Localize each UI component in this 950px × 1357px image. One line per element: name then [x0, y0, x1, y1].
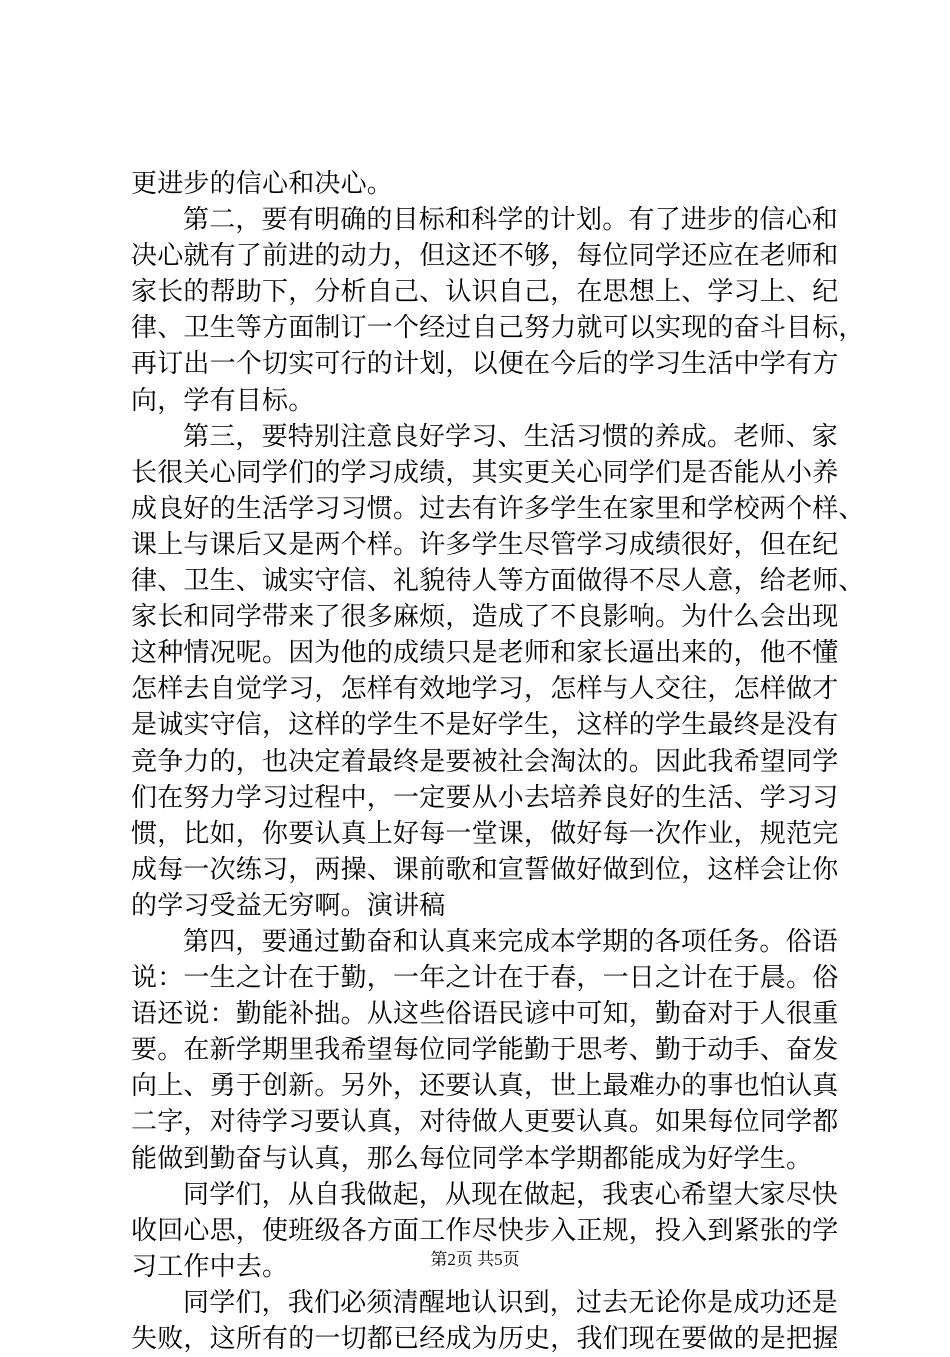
text-line: 第四，要通过勤奋和认真来完成本学期的各项任务。俗语: [183, 926, 839, 957]
text-line: 向上、勇于创新。另外，还要认真，世上最难办的事也怕认真: [131, 1071, 839, 1102]
text-line: 第二，要有明确的目标和科学的计划。有了进步的信心和: [183, 205, 839, 236]
text-line: 同学们，从自我做起，从现在做起，我衷心希望大家尽快: [183, 1179, 839, 1210]
text-line: 惯，比如，你要认真上好每一堂课，做好每一次作业，规范完: [131, 818, 839, 849]
text-line: 家长的帮助下，分析自己、认识自己，在思想上、学习上、纪: [131, 277, 839, 308]
text-line: 怎样去自觉学习，怎样有效地学习，怎样与人交往，怎样做才: [131, 674, 839, 705]
text-line: 是诚实守信，这样的学生不是好学生，这样的学生最终是没有: [131, 710, 839, 741]
text-line: 律、卫生等方面制订一个经过自己努力就可以实现的奋斗目标，: [131, 313, 865, 344]
text-line: 说：一生之计在于勤，一年之计在于春，一日之计在于晨。俗: [131, 963, 839, 994]
text-line: 再订出一个切实可行的计划，以便在今后的学习生活中学有方: [131, 349, 839, 380]
text-line: 更进步的信心和决心。: [131, 169, 394, 199]
text-line: 竞争力的，也决定着最终是要被社会淘汰的。因此我希望同学: [131, 746, 839, 777]
text-line: 失败，这所有的一切都已经成为历史，我们现在要做的是把握: [131, 1324, 839, 1354]
text-line: 要。在新学期里我希望每位同学能勤于思考、勤于动手、奋发: [131, 1035, 839, 1066]
text-line: 这种情况呢。因为他的成绩只是老师和家长逼出来的，他不懂: [131, 638, 839, 669]
text-line: 向，学有目标。: [131, 385, 315, 416]
text-line: 成每一次练习，两操、课前歌和宣誓做好做到位，这样会让你: [131, 854, 839, 885]
page-footer: 第2页 共5页: [430, 1250, 520, 1269]
text-line: 能做到勤奋与认真，那么每位同学本学期都能成为好学生。: [131, 1143, 813, 1174]
text-line: 家长和同学带来了很多麻烦，造成了不良影响。为什么会出现: [131, 602, 839, 633]
body-text: [131, 166, 865, 1357]
text-line: 长很关心同学们的学习成绩，其实更关心同学们是否能从小养: [131, 457, 839, 488]
text-line: 语还说：勤能补拙。从这些俗语民谚中可知，勤奋对于人很重: [131, 999, 839, 1030]
text-line: 决心就有了前进的动力，但这还不够，每位同学还应在老师和: [131, 241, 839, 272]
text-line: 课上与课后又是两个样。许多学生尽管学习成绩很好，但在纪: [131, 529, 839, 560]
text-line: 习工作中去。: [131, 1251, 289, 1282]
text-line: 第三，要特别注意良好学习、生活习惯的养成。老师、家: [183, 421, 839, 452]
text-line: 们在努力学习过程中，一定要从小去培养良好的生活、学习习: [131, 782, 839, 813]
text-line: 二字，对待学习要认真，对待做人更要认真。如果每位同学都: [131, 1107, 839, 1138]
text-line: 同学们，我们必须清醒地认识到，过去无论你是成功还是: [183, 1287, 839, 1318]
text-line: 律、卫生、诚实守信、礼貌待人等方面做得不尽人意，给老师、: [131, 566, 865, 597]
text-line: 成良好的生活学习习惯。过去有许多学生在家里和学校两个样、: [131, 493, 865, 524]
text-line: 收回心思，使班级各方面工作尽快步入正规，投入到紧张的学: [131, 1215, 839, 1246]
text-line: 的学习受益无穷啊。演讲稿: [131, 890, 446, 921]
